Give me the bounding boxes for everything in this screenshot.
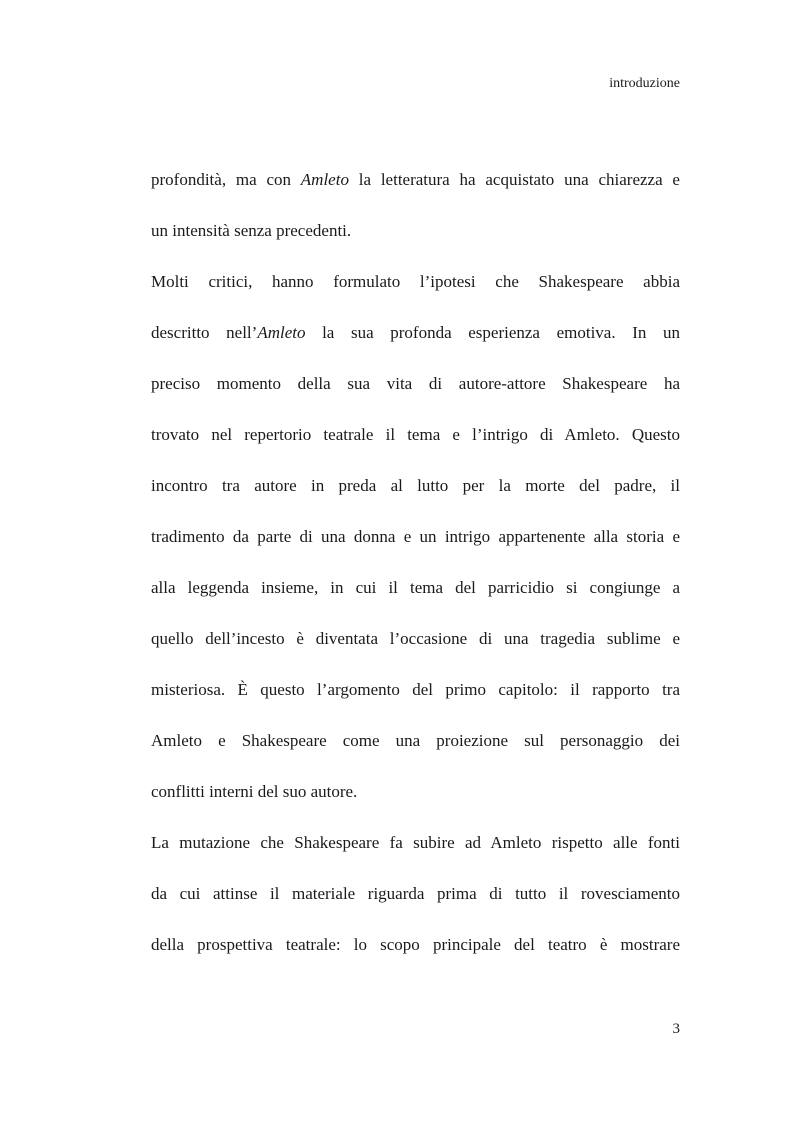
text-segment: alla leggenda insieme, in cui il tema del parricidio si congiunge a <box>151 578 680 597</box>
text-segment: La mutazione che Shakespeare fa subire ad Amleto rispetto alle fonti <box>151 833 680 852</box>
text-line <box>151 476 680 496</box>
text-segment: Molti critici, hanno formulato l’ipotesi che Shakespeare abbia <box>151 272 680 291</box>
text-line <box>151 221 680 241</box>
text-line <box>151 884 680 904</box>
text-line <box>151 425 680 445</box>
text-segment: profondità, ma con <box>151 170 301 189</box>
text-segment: preciso momento della sua vita di autore-attore Shakespeare ha <box>151 374 680 393</box>
text-segment: descritto nell’ <box>151 323 258 342</box>
text-line <box>151 833 680 853</box>
text-segment: un intensità senza precedenti. <box>151 221 352 240</box>
text-segment: da cui attinse il materiale riguarda prima di tutto il rovesciamento <box>151 884 680 903</box>
text-segment: misteriosa. È questo l’argomento del primo capitolo: il rapporto tra <box>151 680 680 699</box>
italic-title: Amleto <box>257 323 306 342</box>
text-segment: la letteratura ha acquistato una chiarezza e <box>348 170 680 189</box>
page-number: 3 <box>672 1021 680 1037</box>
text-segment: della prospettiva teatrale: lo scopo principale del teatro è mostrare <box>151 935 680 954</box>
text-line <box>151 374 680 394</box>
text-line <box>151 578 680 598</box>
text-line <box>151 527 680 547</box>
italic-title: Amleto <box>300 170 349 189</box>
text-segment: quello dell’incesto è diventata l’occasione di una tragedia sublime e <box>151 629 680 648</box>
text-segment: la sua profonda esperienza emotiva. In un <box>305 323 680 342</box>
text-line <box>151 629 680 649</box>
text-segment: incontro tra autore in preda al lutto per la morte del padre, il <box>151 476 680 495</box>
text-line <box>151 935 680 955</box>
running-header: introduzione <box>609 76 680 91</box>
text-segment: conflitti interni del suo autore. <box>151 782 358 801</box>
text-line <box>151 170 680 190</box>
text-line <box>151 782 680 802</box>
text-segment: Amleto e Shakespeare come una proiezione sul personaggio dei <box>151 731 680 750</box>
text-segment: trovato nel repertorio teatrale il tema e l’intrigo di Amleto. Questo <box>151 425 680 444</box>
text-line <box>151 272 680 292</box>
text-line <box>151 731 680 751</box>
text-line <box>151 323 680 343</box>
text-line <box>151 680 680 700</box>
text-segment: tradimento da parte di una donna e un intrigo appartenente alla storia e <box>151 527 680 546</box>
